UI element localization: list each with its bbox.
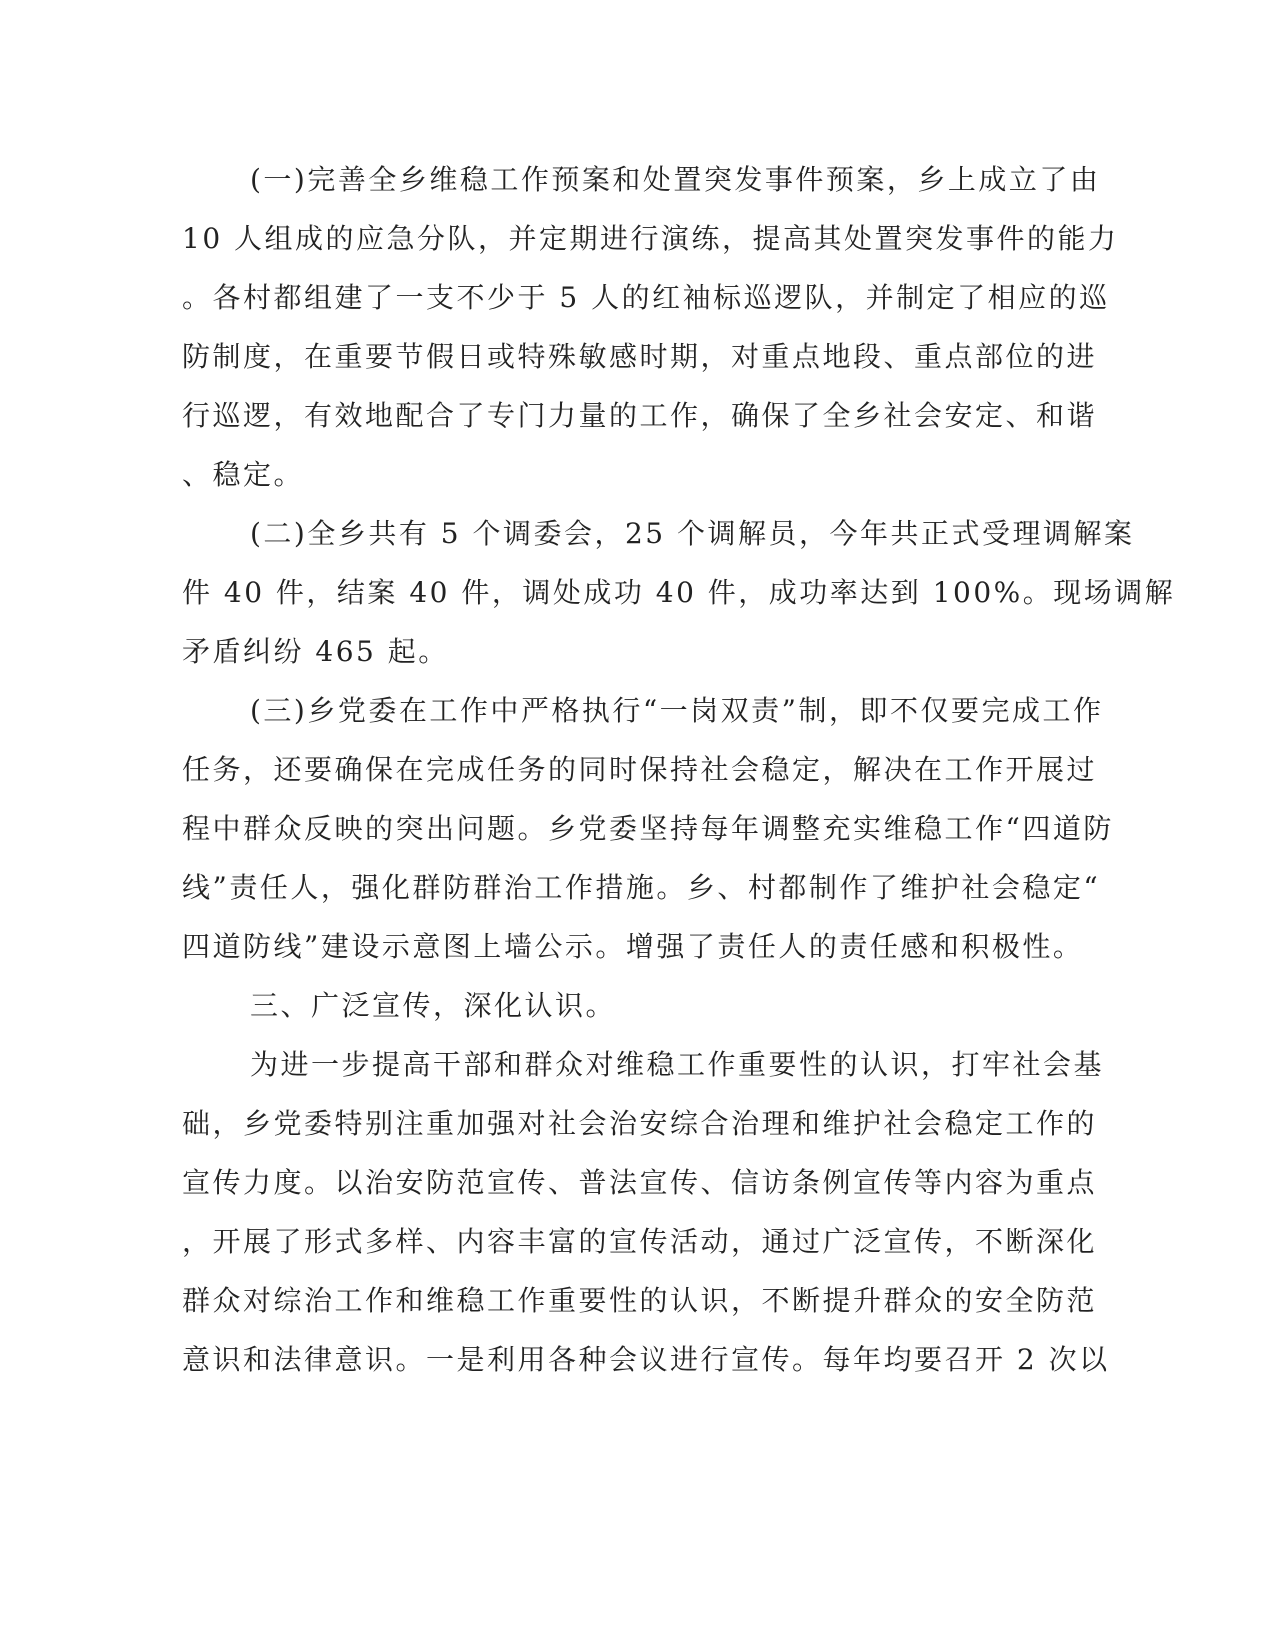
section-heading: 三、广泛宣传，深化认识。 [250,989,617,1022]
text-line: 础，乡党委特别注重加强对社会治安综合治理和维护社会稳定工作的 [182,1107,1098,1140]
text-line: 10 人组成的应急分队，并定期进行演练，提高其处置突发事件的能力 [182,222,1119,255]
text-line: 防制度，在重要节假日或特殊敏感时期，对重点地段、重点部位的进 [182,340,1098,373]
text-line: 四道防线”建设示意图上墙公示。增强了责任人的责任感和积极性。 [182,930,1084,963]
text-line: (三)乡党委在工作中严格执行“一岗双责”制，即不仅要完成工作 [250,694,1104,727]
text-line: 意识和法律意识。一是利用各种会议进行宣传。每年均要召开 2 次以 [182,1343,1110,1376]
text-line: 件 40 件，结案 40 件，调处成功 40 件，成功率达到 100%。现场调解 [182,576,1176,609]
text-line: 群众对综治工作和维稳工作重要性的认识，不断提升群众的安全防范 [182,1284,1098,1317]
text-line: 任务，还要确保在完成任务的同时保持社会稳定，解决在工作开展过 [182,753,1098,786]
text-line: 程中群众反映的突出问题。乡党委坚持每年调整充实维稳工作“四道防 [182,812,1114,845]
text-line: 行巡逻，有效地配合了专门力量的工作，确保了全乡社会安定、和谐 [182,399,1098,432]
text-line: (一)完善全乡维稳工作预案和处置突发事件预案，乡上成立了由 [250,163,1101,196]
text-line: 。各村都组建了一支不少于 5 人的红袖标巡逻队，并制定了相应的巡 [182,281,1110,314]
text-line: 矛盾纠纷 465 起。 [182,635,449,668]
text-line: 宣传力度。以治安防范宣传、普法宣传、信访条例宣传等内容为重点 [182,1166,1098,1199]
text-line: 、稳定。 [182,458,305,491]
text-line: (二)全乡共有 5 个调委会，25 个调解员，今年共正式受理调解案 [250,517,1135,550]
text-line: 为进一步提高干部和群众对维稳工作重要性的认识，打牢社会基 [250,1048,1105,1081]
text-line: 线”责任人，强化群防群治工作措施。乡、村都制作了维护社会稳定“ [182,871,1101,904]
text-line: ，开展了形式多样、内容丰富的宣传活动，通过广泛宣传，不断深化 [182,1225,1098,1258]
